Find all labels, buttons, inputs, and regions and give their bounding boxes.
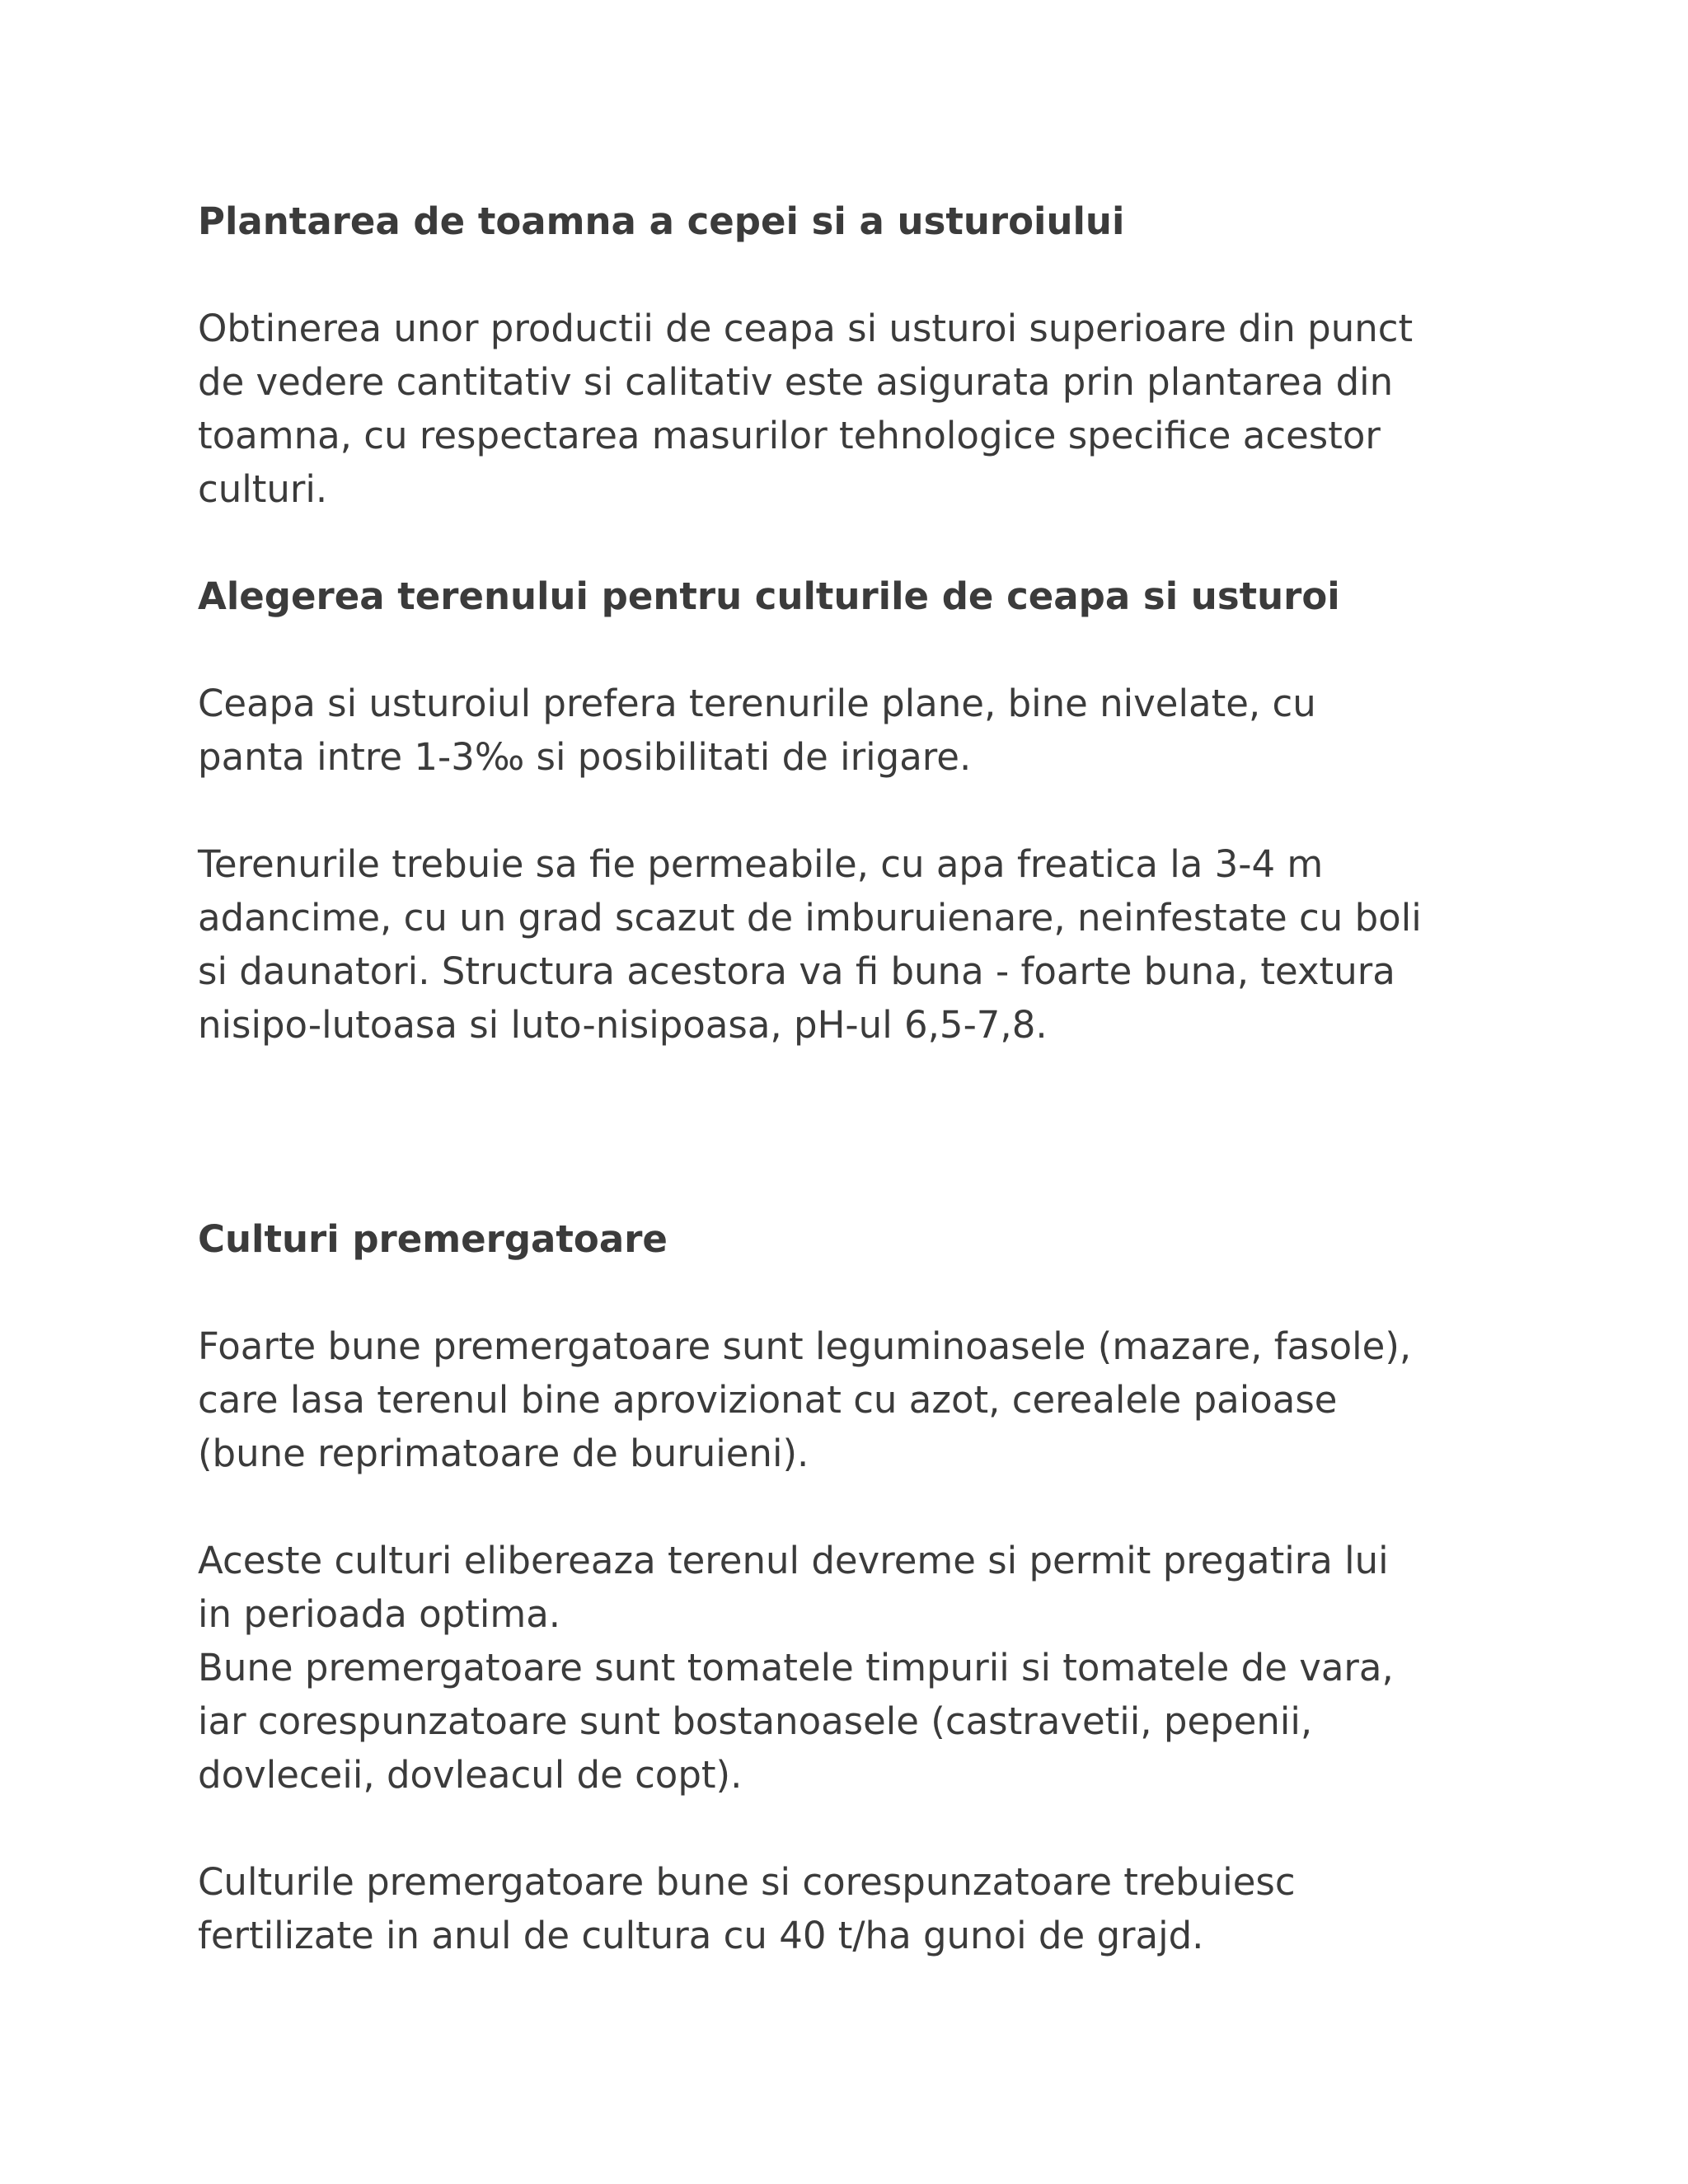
text-line: de vedere cantitativ si calitativ este asigurata prin plantarea din — [198, 360, 1394, 404]
text-line: care lasa terenul bine aprovizionat cu azot, cerealele paioase — [198, 1378, 1338, 1422]
paragraph-intro — [198, 302, 1517, 516]
text-line: (bune reprimatoare de buruieni). — [198, 1432, 809, 1475]
text-line: Terenurile trebuie sa fie permeabile, cu apa freatica la 3-4 m — [198, 842, 1324, 886]
paragraph-leguminoase — [198, 1319, 1517, 1480]
text-line: Foarte bune premergatoare sunt leguminoasele (mazare, fasole), — [198, 1324, 1412, 1368]
text-line: toamna, cu respectarea masurilor tehnologice specifice acestor — [198, 414, 1381, 457]
section-heading-alegerea-terenului: Alegerea terenului pentru culturile de ceapa si usturoi — [198, 574, 1340, 618]
section-heading-plantarea: Plantarea de toamna a cepei si a usturoiului — [198, 199, 1125, 243]
paragraph-teren-plan — [198, 677, 1517, 784]
text-line: Ceapa si usturoiul prefera terenurile plane, bine nivelate, cu — [198, 682, 1316, 725]
paragraph-culturi-elibereaza — [198, 1534, 1517, 1802]
text-line: adancime, cu un grad scazut de imburuienare, neinfestate cu boli — [198, 896, 1422, 940]
text-line: Aceste culturi elibereaza terenul devreme si permit pregatira lui — [198, 1539, 1389, 1582]
text-line: Bune premergatoare sunt tomatele timpurii si tomatele de vara, — [198, 1646, 1394, 1690]
text-line: in perioada optima. — [198, 1592, 561, 1636]
text-line: fertilizate in anul de cultura cu 40 t/ha gunoi de grajd. — [198, 1914, 1204, 1957]
section-heading-culturi-premergatoare: Culturi premergatoare — [198, 1217, 668, 1261]
text-line: Culturile premergatoare bune si corespunzatoare trebuiesc — [198, 1860, 1296, 1904]
text-line: culturi. — [198, 467, 328, 511]
paragraph-teren-permeabil — [198, 837, 1517, 1052]
document-page — [198, 194, 1517, 1962]
text-line: dovleceii, dovleacul de copt). — [198, 1753, 743, 1797]
text-line: panta intre 1-3‰ si posibilitati de irigare. — [198, 735, 972, 779]
text-line: si daunatori. Structura acestora va fi buna - foarte buna, textura — [198, 949, 1395, 993]
text-line: nisipo-lutoasa si luto-nisipoasa, pH-ul 6,5-7,8. — [198, 1003, 1048, 1047]
paragraph-fertilizare — [198, 1855, 1517, 1962]
text-line: Obtinerea unor productii de ceapa si usturoi superioare din punct — [198, 307, 1414, 350]
text-line: iar corespunzatoare sunt bostanoasele (castravetii, pepenii, — [198, 1699, 1313, 1743]
